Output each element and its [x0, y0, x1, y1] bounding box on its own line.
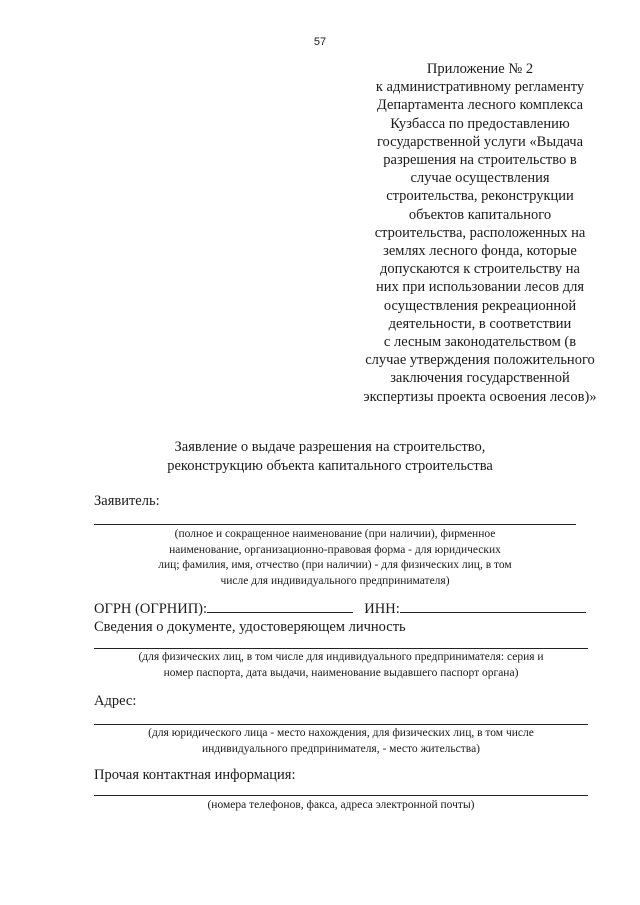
identity-doc-hint [94, 650, 588, 681]
hint-line: (номера телефонов, факса, адреса электронной почты) [207, 799, 475, 811]
appendix-line: к административному регламенту [375, 79, 585, 96]
appendix-line: объектов капитального [408, 206, 552, 223]
appendix-line: разрешения на строительство в [383, 152, 577, 169]
hint-line: наименование, организационно-правовая форма - для юридических [169, 543, 501, 556]
appendix-line: деятельности, в соответствии [388, 315, 572, 332]
applicant-hint [94, 527, 576, 589]
appendix-line: землях лесного фонда, которые [383, 243, 577, 260]
ogrn-field-line[interactable] [207, 600, 353, 613]
appendix-line: государственной услуги «Выдача [376, 133, 584, 150]
applicant-label: Заявитель: [94, 493, 160, 509]
appendix-line: допускаются к строительству на [380, 261, 580, 278]
hint-line: (для юридического лица - место нахождения, для физических лиц, в том числе [148, 727, 534, 739]
contacts-hint [94, 798, 588, 814]
appendix-line: Департамента лесного комплекса [376, 97, 584, 114]
address-label: Адрес: [94, 693, 137, 709]
appendix-line: строительства, реконструкции [386, 188, 574, 205]
address-hint [94, 726, 588, 757]
page-number: 57 [313, 36, 327, 48]
hint-line: (для физических лиц, в том числе для индивидуального предпринимателя: серия и [138, 651, 544, 663]
hint-line: лиц; фамилия, имя, отчество (при наличии) - для физических лиц, в том [158, 559, 512, 571]
contacts-label: Прочая контактная информация: [94, 767, 296, 783]
hint-line: (полное и сокращенное наименование (при наличии), фирменное [174, 528, 496, 540]
hint-line: индивидуального предпринимателя, - место жительства) [201, 742, 481, 755]
applicant-field-line[interactable] [94, 524, 576, 525]
address-field-line[interactable] [94, 724, 588, 725]
appendix-line: заключения государственной [390, 370, 570, 387]
title-line: реконструкцию объекта капитального строительства [167, 458, 493, 474]
title-line: Заявление о выдаче разрешения на строительство, [174, 439, 486, 455]
contacts-field-line[interactable] [94, 795, 588, 796]
appendix-line: случае утверждения положительного [365, 352, 595, 369]
appendix-line: Кузбасса по предоставлению [390, 115, 570, 132]
identity-doc-field-line[interactable] [94, 648, 588, 649]
appendix-line: осуществления рекреационной [383, 297, 577, 314]
hint-line: числе для индивидуального предпринимателя) [220, 574, 450, 587]
ogrn-row [94, 600, 586, 618]
inn-label: ИНН: [364, 601, 400, 617]
appendix-line: экспертизы проекта освоения лесов)» [363, 388, 597, 405]
appendix-line: с лесным законодательством (в [383, 334, 577, 351]
inn-field-line[interactable] [400, 600, 586, 613]
appendix-header [330, 60, 630, 406]
appendix-line: строительства, расположенных на [374, 224, 586, 241]
appendix-line: них при использовании лесов для [375, 279, 584, 296]
document-title [60, 438, 600, 476]
hint-line: номер паспорта, дата выдачи, наименование выдавшего паспорт органа) [163, 666, 519, 679]
appendix-line: случае осуществления [410, 170, 550, 187]
appendix-line: Приложение № 2 [426, 61, 534, 77]
ogrn-label: ОГРН (ОГРНИП): [94, 601, 208, 617]
identity-doc-label: Сведения о документе, удостоверяющем личность [94, 619, 406, 635]
